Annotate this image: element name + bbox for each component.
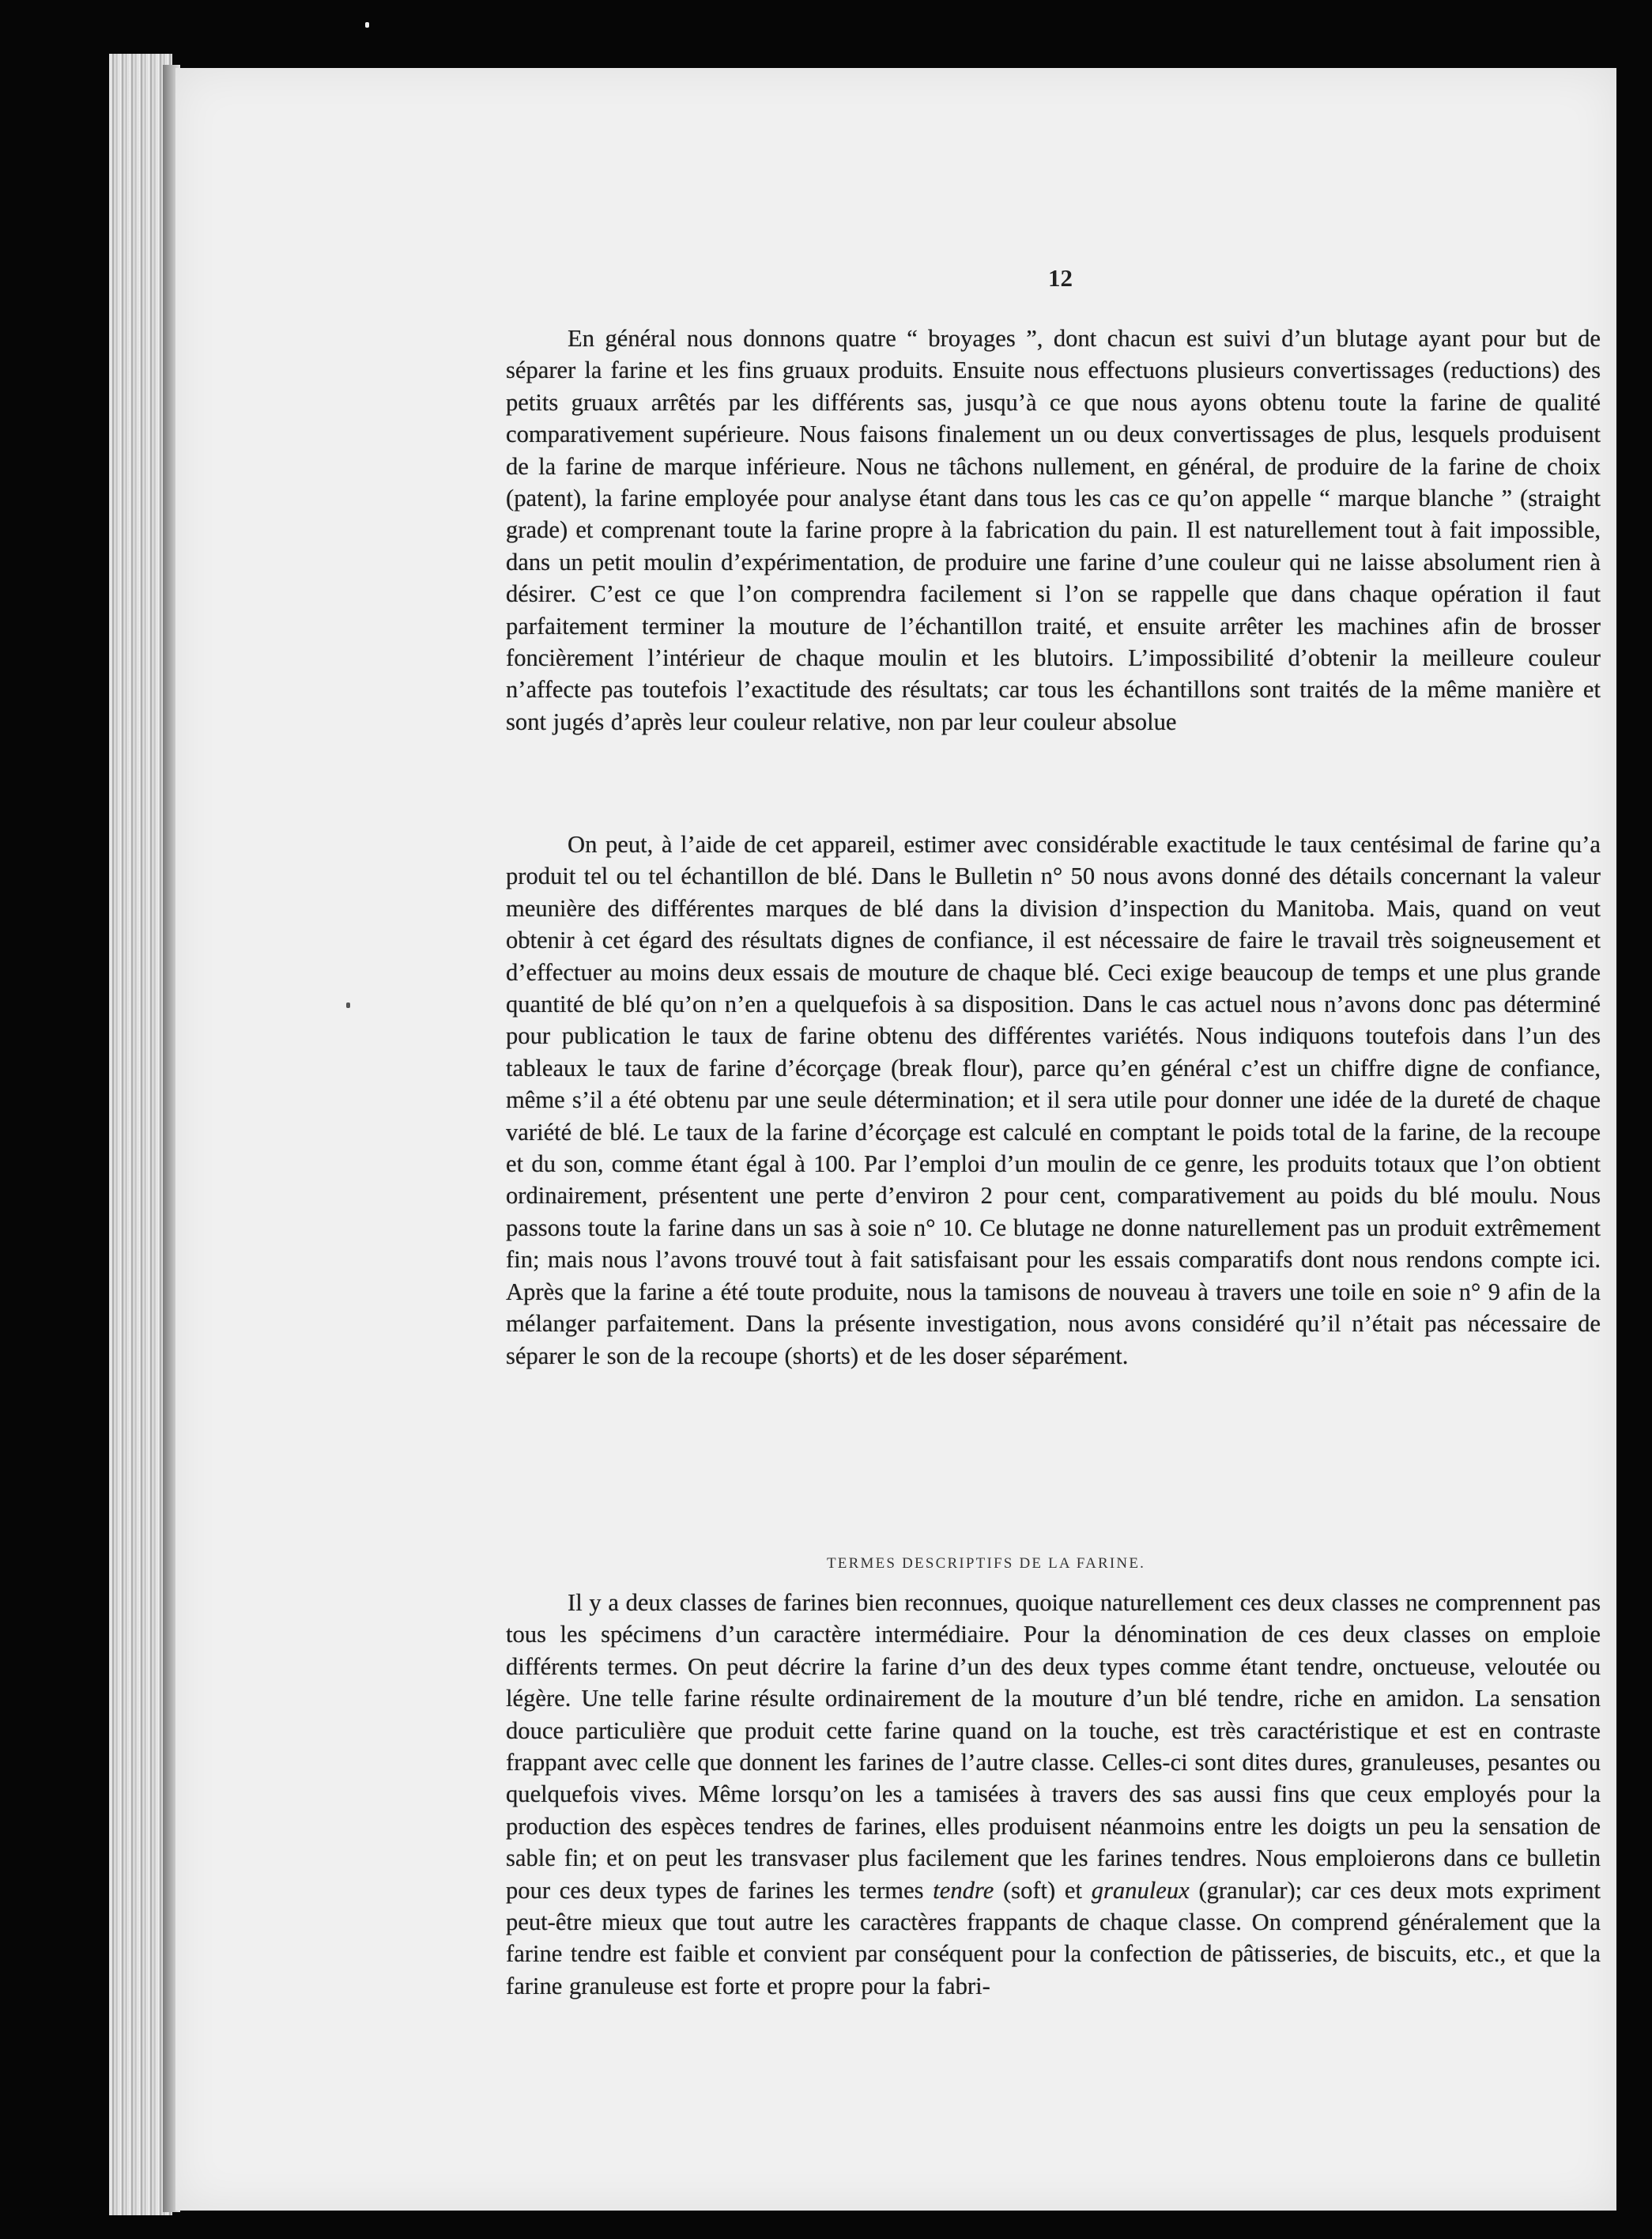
paragraph-milling-process: En général nous donnons quatre “ broyages ”, dont chacun est suivi d’un blutage ayant pour but de séparer la farine et les fins gruaux produits. Ensuite nous effectuons plusieurs convertissages (reductions) des petits gruaux arrêtés par les différents sas, jusqu’à ce que nous ayons obtenu toute la farine de qualité comparativement supérieure. Nous faisons finalement un ou deux convertissages de plus, lesquels produisent de la farine de marque inférieure. Nous ne tâchons nullement, en général, de produire de la farine de choix (patent), la farine employée pour analyse étant dans tous les cas ce qu’on appelle “ marque blanche ” (straight grade) et comprenant toute la farine propre à la fabrication du pain. Il est naturellement tout à fait impossible, dans un petit moulin d’expérimentation, de produire une farine d’une couleur qui ne laisse absolument rien à désirer. C’est ce que l’on comprendra facilement si l’on se rappelle que dans chaque opération il faut parfaitement terminer la mouture de l’échantillon traité, et ensuite arrêter les machines afin de brosser foncièrement l’intérieur de chaque moulin et les blutoirs. L’impossibilité d’obtenir la meilleure couleur n’affecte pas toutefois l’exactitude des résultats; car tous les échantillons sont traités de la même manière et sont jugés d’après leur couleur relative, non par leur couleur absolue <box>506 325 1601 735</box>
section-heading: TERMES DESCRIPTIFS DE LA FARINE. <box>827 1555 1146 1572</box>
paragraph-flour-yield: On peut, à l’aide de cet appareil, estimer avec considérable exactitude le taux centésimal de farine qu’a produit tel ou tel échantillon de blé. Dans le Bulletin n° 50 nous avons donné des détails concernant la valeur meunière des différentes marques de blé dans la division d’inspection du Manitoba. Mais, quand on veut obtenir à cet égard des résultats dignes de confiance, il est nécessaire de faire le travail très soigneusement et d’effectuer au moins deux essais de mouture de chaque blé. Ceci exige beaucoup de temps et une plus grande quantité de blé qu’on n’en a quelquefois à sa disposition. Dans le cas actuel nous n’avons donc pas déterminé pour publication le taux de farine obtenu des différentes variétés. Nous indiquons toutefois dans l’un des tableaux le taux de farine d’écorçage (break flour), parce qu’en général c’est un chiffre digne de confiance, même s’il a été obtenu par une seule détermination; et il sera utile pour donner une idée de la dureté de chaque variété de blé. Le taux de la farine d’écorçage est calculé en comptant le poids total de la farine, de la recoupe et du son, comme étant égal à 100. Par l’emploi d’un moulin de ce genre, les produits totaux que l’on obtient ordinairement, présentent une perte d’environ 2 pour cent, comparativement au poids du blé moulu. Nous passons toute la farine dans un sas à soie n° 10. Ce blutage ne donne naturellement pas un produit extrêmement fin; mais nous l’avons trouvé tout à fait satisfaisant pour les essais comparatifs dont nous rendons compte ici. Après que la farine a été toute produite, nous la tamisons de nouveau à travers une toile en soie n° 9 afin de la mélanger parfaitement. Dans la présente investigation, nous avons considéré qu’il n’était pas nécessaire de séparer le son de la recoupe (shorts) et de les doser séparément. <box>506 831 1601 1369</box>
paragraph-text: (soft) et <box>1002 1876 1082 1904</box>
page-number: 12 <box>1048 264 1073 292</box>
paragraph-flour-classes <box>506 1587 1601 2002</box>
scan-speck <box>346 1002 350 1008</box>
scan-speck <box>365 22 369 28</box>
paragraph-text: Il y a deux classes de farines bien reconnues, quoique naturellement ces deux classes ne comprennent pas tous les spécimens d’un caractère intermédiaire. Pour la dénomination de ces deux classes on emploie différents termes. On peut décrire la farine d’un des deux types comme étant tendre, onctueuse, veloutée ou légère. Une telle farine résulte ordinairement de la mouture d’un blé tendre, riche en amidon. La sensation douce particulière que produit cette farine quand on la touche, est très caractéristique et est en contraste frappant avec celle que donnent les farines de l’autre classe. Celles-ci sont dites dures, granuleuses, pesantes ou quelquefois vives. Même lorsqu’on les a tamisées à travers des sas aussi fins que ceux employés pour la production des espèces tendres de farines, elles produisent néanmoins entre les doigts un peu la sensation de sable fin; et on peut les transvaser plus facilement que les farines tendres. Nous emploierons dans ce bulletin pour ces deux types de farines les termes <box>506 1589 1601 1904</box>
paragraph-text: (granular); car ces deux mots expriment peut-être mieux que tout autre les caractères frappants de chaque classe. On comprend généralement que la farine tendre est faible et convient par conséquent pour la confection de pâtisseries, de biscuits, etc., et que la farine granuleuse est forte et propre pour la fabri- <box>506 1876 1601 1999</box>
term-tendre: tendre <box>933 1876 994 1904</box>
term-granuleux: granuleux <box>1091 1876 1190 1904</box>
